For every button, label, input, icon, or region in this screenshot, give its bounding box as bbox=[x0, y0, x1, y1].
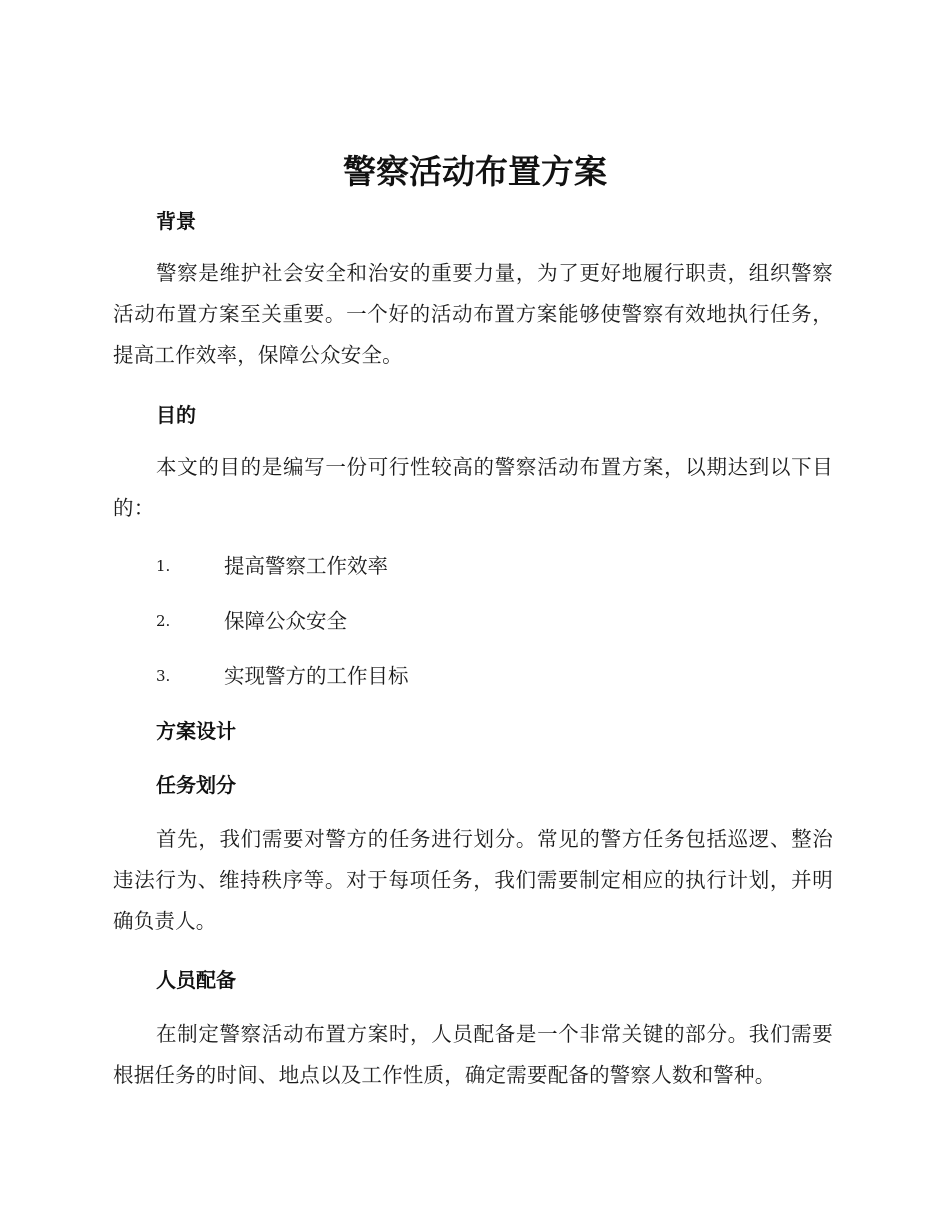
list-item-text: 实现警方的工作目标 bbox=[224, 664, 409, 688]
heading-task-division: 任务划分 bbox=[156, 773, 236, 797]
paragraph-background: 警察是维护社会安全和治安的重要力量，为了更好地履行职责，组织警察活动布置方案至关重要。一个好的活动布置方案能够使警察有效地执行任务，提高工作效率，保障公众安全。 bbox=[113, 261, 833, 367]
heading-background: 背景 bbox=[156, 209, 196, 233]
heading-purpose: 目的 bbox=[156, 403, 196, 427]
paragraph-purpose: 本文的目的是编写一份可行性较高的警察活动布置方案，以期达到以下目的： bbox=[113, 455, 833, 520]
list-item-number: 3. bbox=[156, 667, 171, 685]
document-title: 警察活动布置方案 bbox=[343, 152, 607, 191]
heading-design: 方案设计 bbox=[156, 719, 236, 743]
paragraph-task-division: 首先，我们需要对警方的任务进行划分。常见的警方任务包括巡逻、整治违法行为、维持秩序等。对于每项任务，我们需要制定相应的执行计划，并明确负责人。 bbox=[113, 827, 833, 933]
list-item-text: 提高警察工作效率 bbox=[224, 554, 388, 578]
list-item-number: 1. bbox=[156, 557, 171, 575]
list-item-text: 保障公众安全 bbox=[224, 609, 347, 633]
heading-staffing: 人员配备 bbox=[156, 968, 236, 992]
paragraph-staffing: 在制定警察活动布置方案时，人员配备是一个非常关键的部分。我们需要根据任务的时间、地点以及工作性质，确定需要配备的警察人数和警种。 bbox=[113, 1022, 833, 1087]
list-item-number: 2. bbox=[156, 612, 171, 630]
